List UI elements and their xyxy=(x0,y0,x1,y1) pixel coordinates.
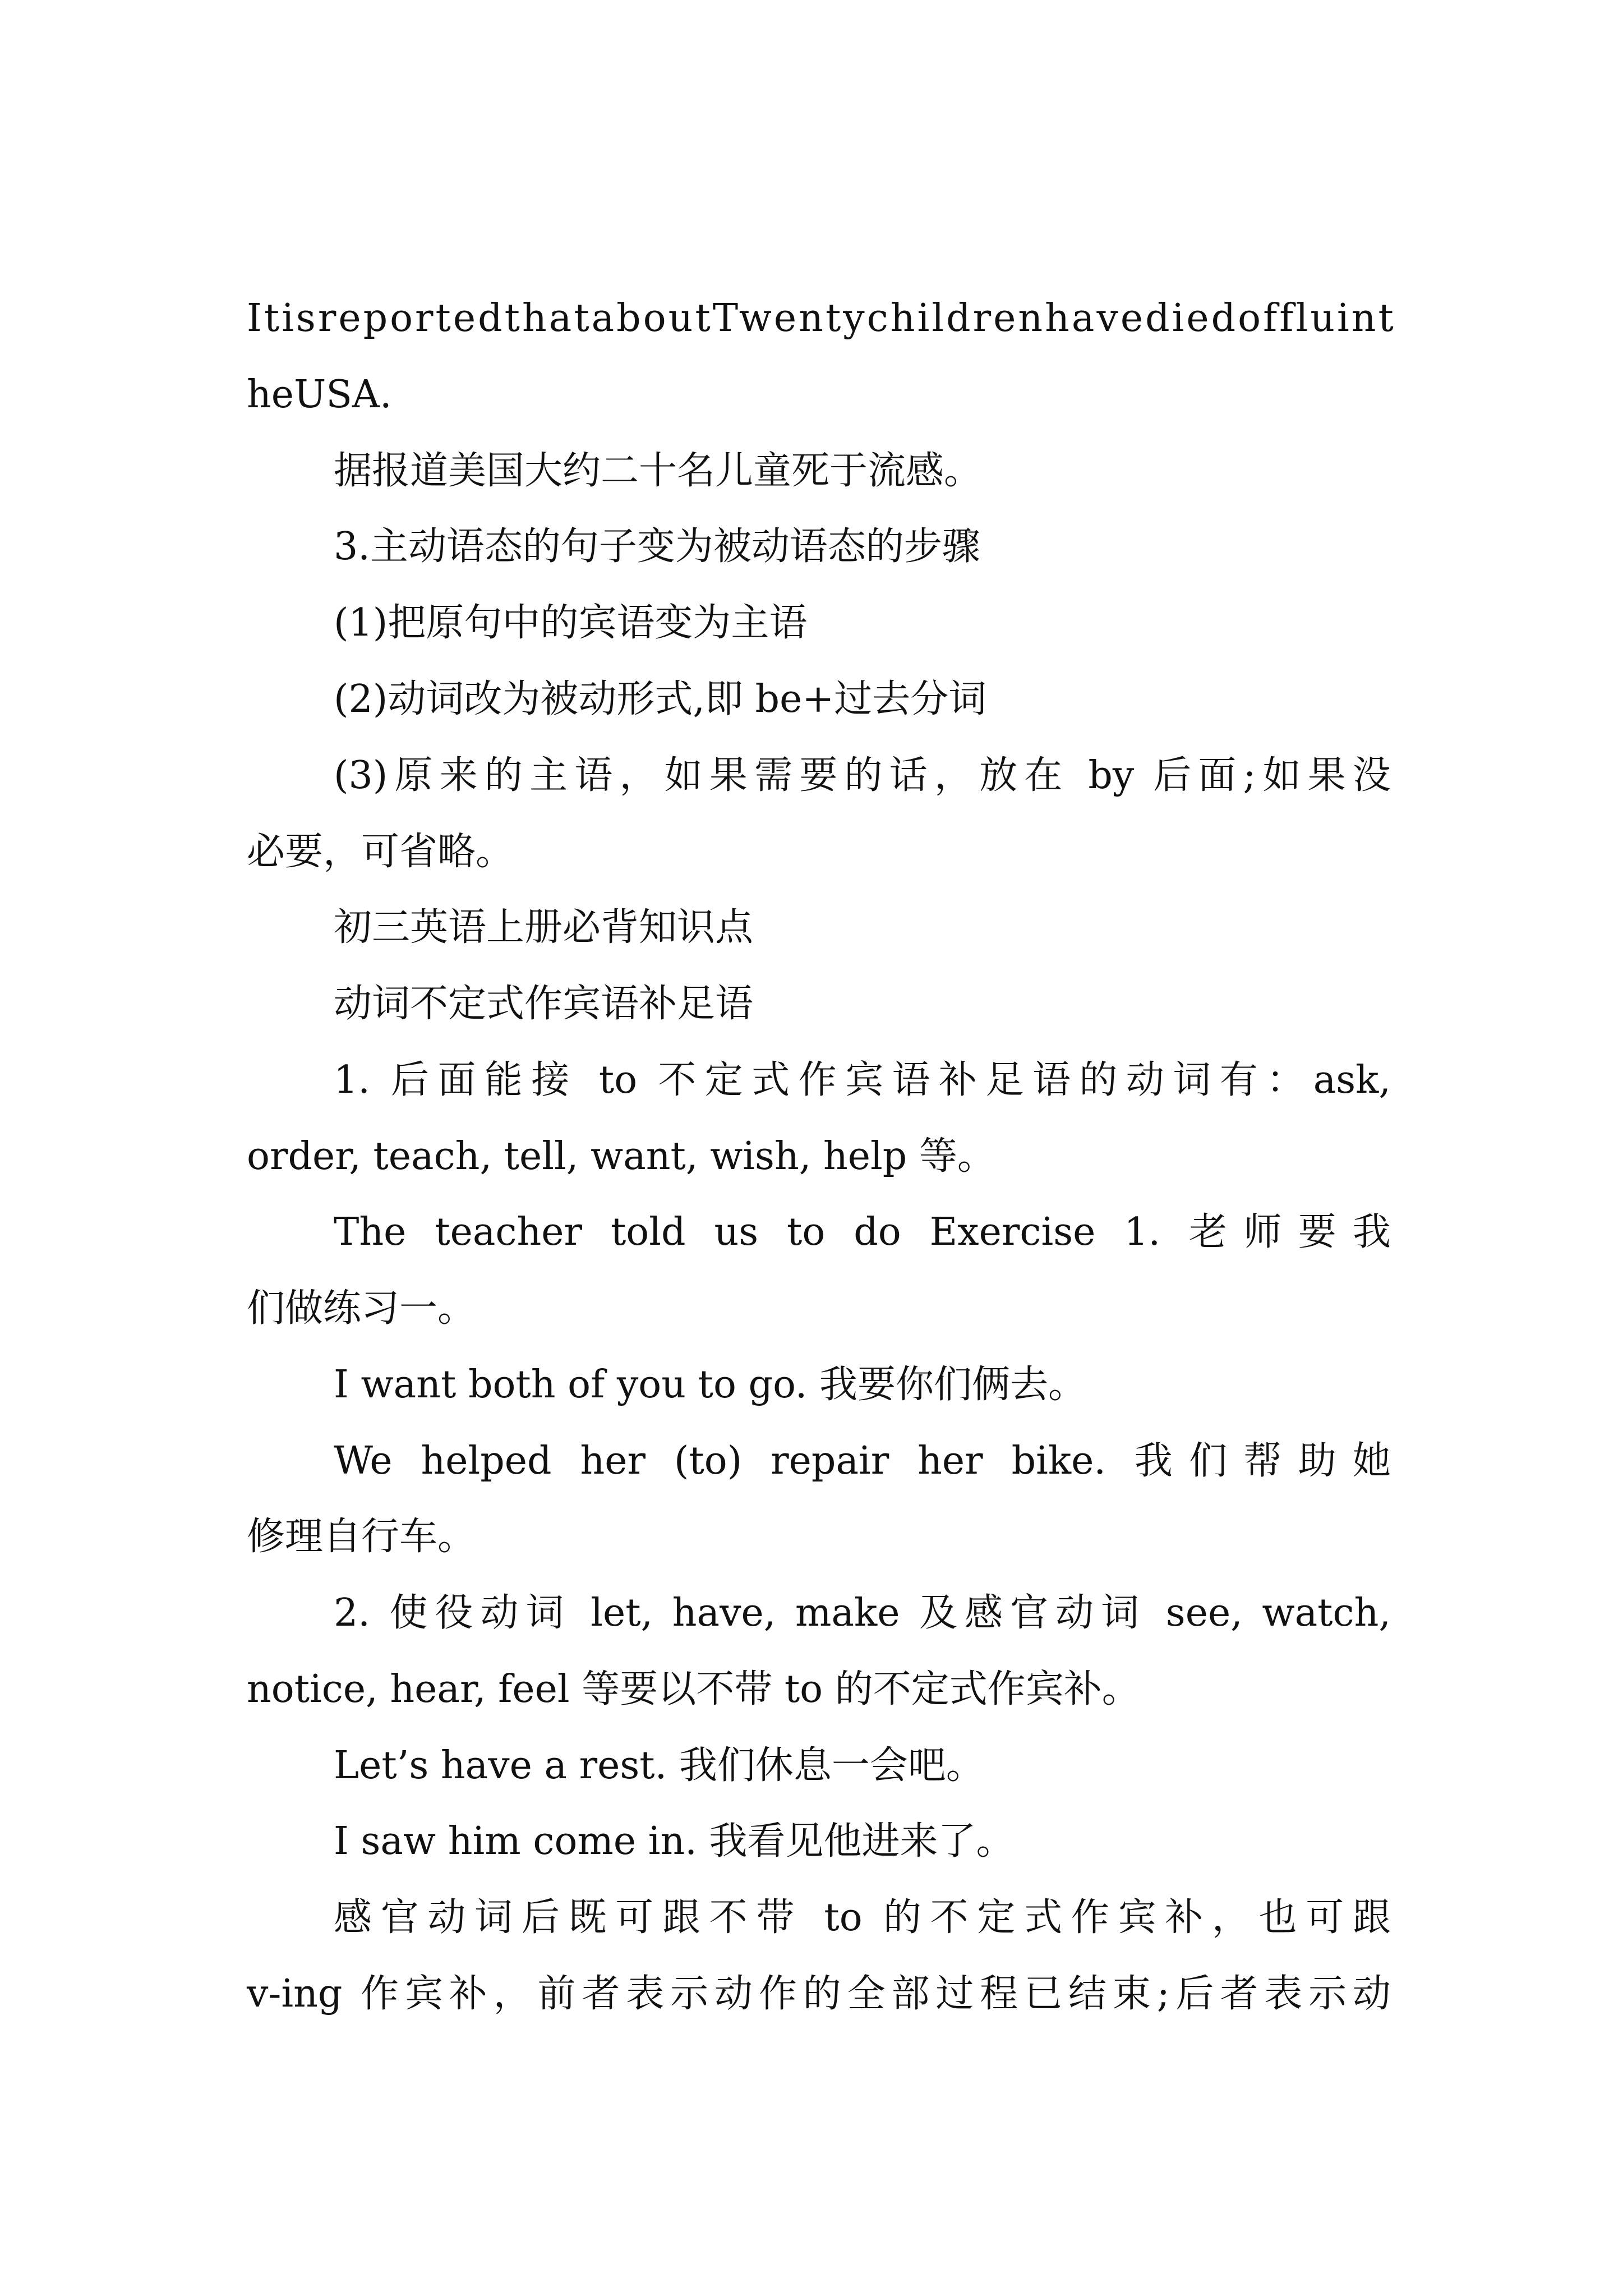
example-line: I want both of you to go. 我要你们俩去。 xyxy=(334,1363,1087,1407)
example-line: 修理自行车。 xyxy=(247,1515,476,1559)
paragraph-line: 必要，可省略。 xyxy=(247,830,514,874)
example-line: 们做练习一。 xyxy=(247,1286,476,1331)
paragraph-line: 据报道美国大约二十名儿童死于流感。 xyxy=(334,449,983,493)
example-line: I saw him come in. 我看见他进来了。 xyxy=(334,1819,1015,1864)
example-line: We helped her (to) repair her bike. 我们帮助她 xyxy=(334,1439,1391,1483)
example-line: Let’s have a rest. 我们休息一会吧。 xyxy=(334,1743,984,1788)
paragraph-line: order, teach, tell, want, wish, help 等。 xyxy=(247,1134,995,1179)
paragraph-line: 1. 后面能接 to 不定式作宾语补足语的动词有：ask, xyxy=(334,1058,1391,1102)
paragraph-line: 2. 使役动词 let, have, make 及感官动词 see, watch, xyxy=(334,1591,1391,1635)
example-line: The teacher told us to do Exercise 1. 老师要我 xyxy=(334,1210,1391,1254)
section-heading: 动词不定式作宾语补足语 xyxy=(334,982,754,1026)
paragraph-line: ItisreportedthataboutTwentychildrenhavediedoffluint xyxy=(247,296,1396,341)
paragraph-line: notice, hear, feel 等要以不带 to 的不定式作宾补。 xyxy=(247,1667,1140,1711)
paragraph-line: (1)把原句中的宾语变为主语 xyxy=(334,601,808,645)
section-heading: 初三英语上册必背知识点 xyxy=(334,905,754,950)
section-heading: 3.主动语态的句子变为被动语态的步骤 xyxy=(334,524,980,569)
paragraph-line: v-ing 作宾补，前者表示动作的全部过程已结束;后者表示动 xyxy=(247,1972,1391,2016)
paragraph-line: (2)动词改为被动形式,即 be+过去分词 xyxy=(334,677,987,721)
paragraph-line: 感官动词后既可跟不带 to 的不定式作宾补，也可跟 xyxy=(334,1895,1391,1940)
paragraph-line: heUSA. xyxy=(247,372,392,417)
paragraph-line: (3)原来的主语，如果需要的话，放在 by 后面;如果没 xyxy=(334,753,1391,798)
